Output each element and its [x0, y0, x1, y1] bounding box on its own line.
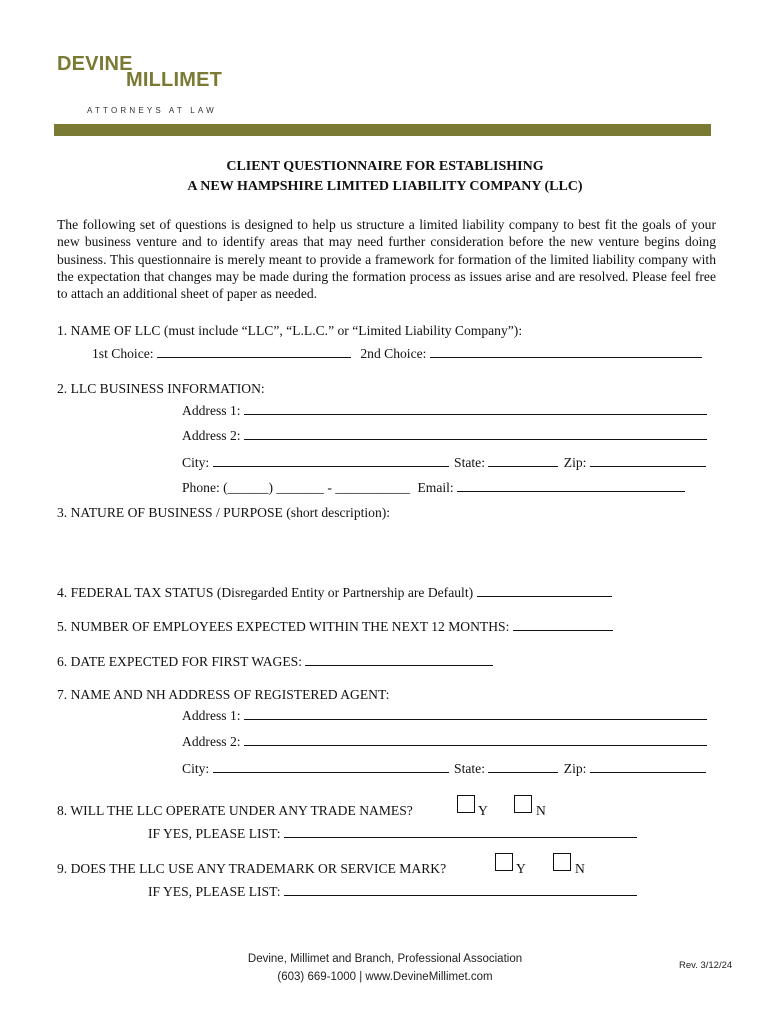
q2-address1-row	[182, 401, 707, 419]
q8-yes-checkbox[interactable]	[457, 795, 475, 813]
q3-label: 3. NATURE OF BUSINESS / PURPOSE (short description):	[57, 505, 391, 520]
q7-state-label: State:	[454, 761, 485, 776]
q2-zip-field[interactable]	[590, 453, 706, 467]
q1-choices-row	[92, 344, 702, 362]
q7-address1-field[interactable]	[244, 706, 707, 720]
q7-zip-field[interactable]	[590, 759, 706, 773]
q2-city-field[interactable]	[213, 453, 449, 467]
q2-address2-label: Address 2:	[182, 428, 241, 443]
q9-label: 9. DOES THE LLC USE ANY TRADEMARK OR SERVICE MARK?	[57, 861, 447, 876]
q9-yes-label: Y	[516, 861, 526, 876]
q2-address2-row	[182, 426, 707, 444]
q6-row	[57, 652, 493, 670]
q8-trade-names-field[interactable]	[284, 824, 637, 838]
q8-yes-label: Y	[478, 803, 488, 818]
document-title-line1: CLIENT QUESTIONNAIRE FOR ESTABLISHING	[226, 159, 544, 174]
q7-city-label: City:	[182, 761, 210, 776]
q5-employees-field[interactable]	[513, 617, 613, 631]
q2-zip-label: Zip:	[563, 455, 587, 470]
q8-label: 8. WILL THE LLC OPERATE UNDER ANY TRADE NAMES?	[57, 803, 413, 818]
q2-city-label: City:	[182, 455, 210, 470]
q2-state-field[interactable]	[488, 453, 558, 467]
q9-no-checkbox[interactable]	[553, 853, 571, 871]
q9-no-label: N	[575, 861, 585, 876]
revision-date: Rev. 3/12/24	[679, 960, 733, 971]
q6-first-wages-field[interactable]	[305, 652, 493, 666]
q2-email-field[interactable]	[457, 478, 685, 492]
q2-label: 2. LLC BUSINESS INFORMATION:	[57, 381, 265, 396]
q4-label: 4. FEDERAL TAX STATUS (Disregarded Entity or Partnership are Default)	[57, 585, 474, 600]
q1-second-choice-field[interactable]	[430, 344, 702, 358]
header-divider-bar	[54, 124, 711, 136]
q8-list-row	[148, 824, 637, 842]
q7-address2-field[interactable]	[244, 732, 707, 746]
q6-label: 6. DATE EXPECTED FOR FIRST WAGES:	[57, 654, 302, 669]
q8-no-checkbox[interactable]	[514, 795, 532, 813]
q7-address1-label: Address 1:	[182, 708, 241, 723]
q2-address1-field[interactable]	[244, 401, 707, 415]
q2-address2-field[interactable]	[244, 426, 707, 440]
intro-paragraph: The following set of questions is designed to help us structure a limited liability company to best fit the goals of your new business venture and to identify areas that may need further consideration before the new venture begins doing business. This questionnaire is merely meant to provide a framework for formation of the limited liability company with the expectation that changes may be made during the formation process as issues arise and are resolved. Please feel free to attach an additional sheet of paper as needed.	[57, 217, 716, 302]
q2-state-label: State:	[454, 455, 485, 470]
q2-email-label: Email:	[417, 480, 454, 495]
q7-address2-row	[182, 732, 707, 750]
footer-contact: (603) 669-1000 | www.DevineMillimet.com	[277, 971, 493, 983]
q2-city-row	[182, 453, 706, 471]
q7-state-field[interactable]	[488, 759, 558, 773]
q1-label: 1. NAME OF LLC (must include “LLC”, “L.L.C.” or “Limited Liability Company”):	[57, 323, 523, 338]
q9-yes-checkbox[interactable]	[495, 853, 513, 871]
q8-no-label: N	[536, 803, 546, 818]
q8-if-yes-label: IF YES, PLEASE LIST:	[148, 826, 281, 841]
q4-tax-status-field[interactable]	[477, 583, 612, 597]
q7-address2-label: Address 2:	[182, 734, 241, 749]
q5-label: 5. NUMBER OF EMPLOYEES EXPECTED WITHIN THE NEXT 12 MONTHS:	[57, 619, 510, 634]
q4-row	[57, 583, 612, 601]
q7-label: 7. NAME AND NH ADDRESS OF REGISTERED AGENT:	[57, 687, 390, 702]
footer-firm-name: Devine, Millimet and Branch, Professional Association	[247, 953, 523, 965]
q9-trademark-field[interactable]	[284, 882, 637, 896]
q9-list-row	[148, 882, 637, 900]
q7-city-row	[182, 759, 706, 777]
q2-phone-field[interactable]: Phone: (______) _______ - ___________	[182, 480, 411, 495]
q7-zip-label: Zip:	[563, 761, 587, 776]
q7-city-field[interactable]	[213, 759, 449, 773]
q9-if-yes-label: IF YES, PLEASE LIST:	[148, 884, 281, 899]
logo-devine: DEVINE	[57, 53, 133, 75]
q1-first-choice-field[interactable]	[157, 344, 351, 358]
logo-millimet: MILLIMET	[126, 69, 223, 91]
q2-phone-row	[182, 478, 685, 496]
logo-tagline: ATTORNEYS AT LAW	[87, 106, 217, 115]
q7-address1-row	[182, 706, 707, 724]
q2-address1-label: Address 1:	[182, 403, 241, 418]
q5-row	[57, 617, 613, 635]
document-title-line2: A NEW HAMPSHIRE LIMITED LIABILITY COMPANY (LLC)	[187, 179, 583, 194]
q1-first-choice-label: 1st Choice:	[92, 346, 154, 361]
q1-second-choice-label: 2nd Choice:	[360, 346, 427, 361]
